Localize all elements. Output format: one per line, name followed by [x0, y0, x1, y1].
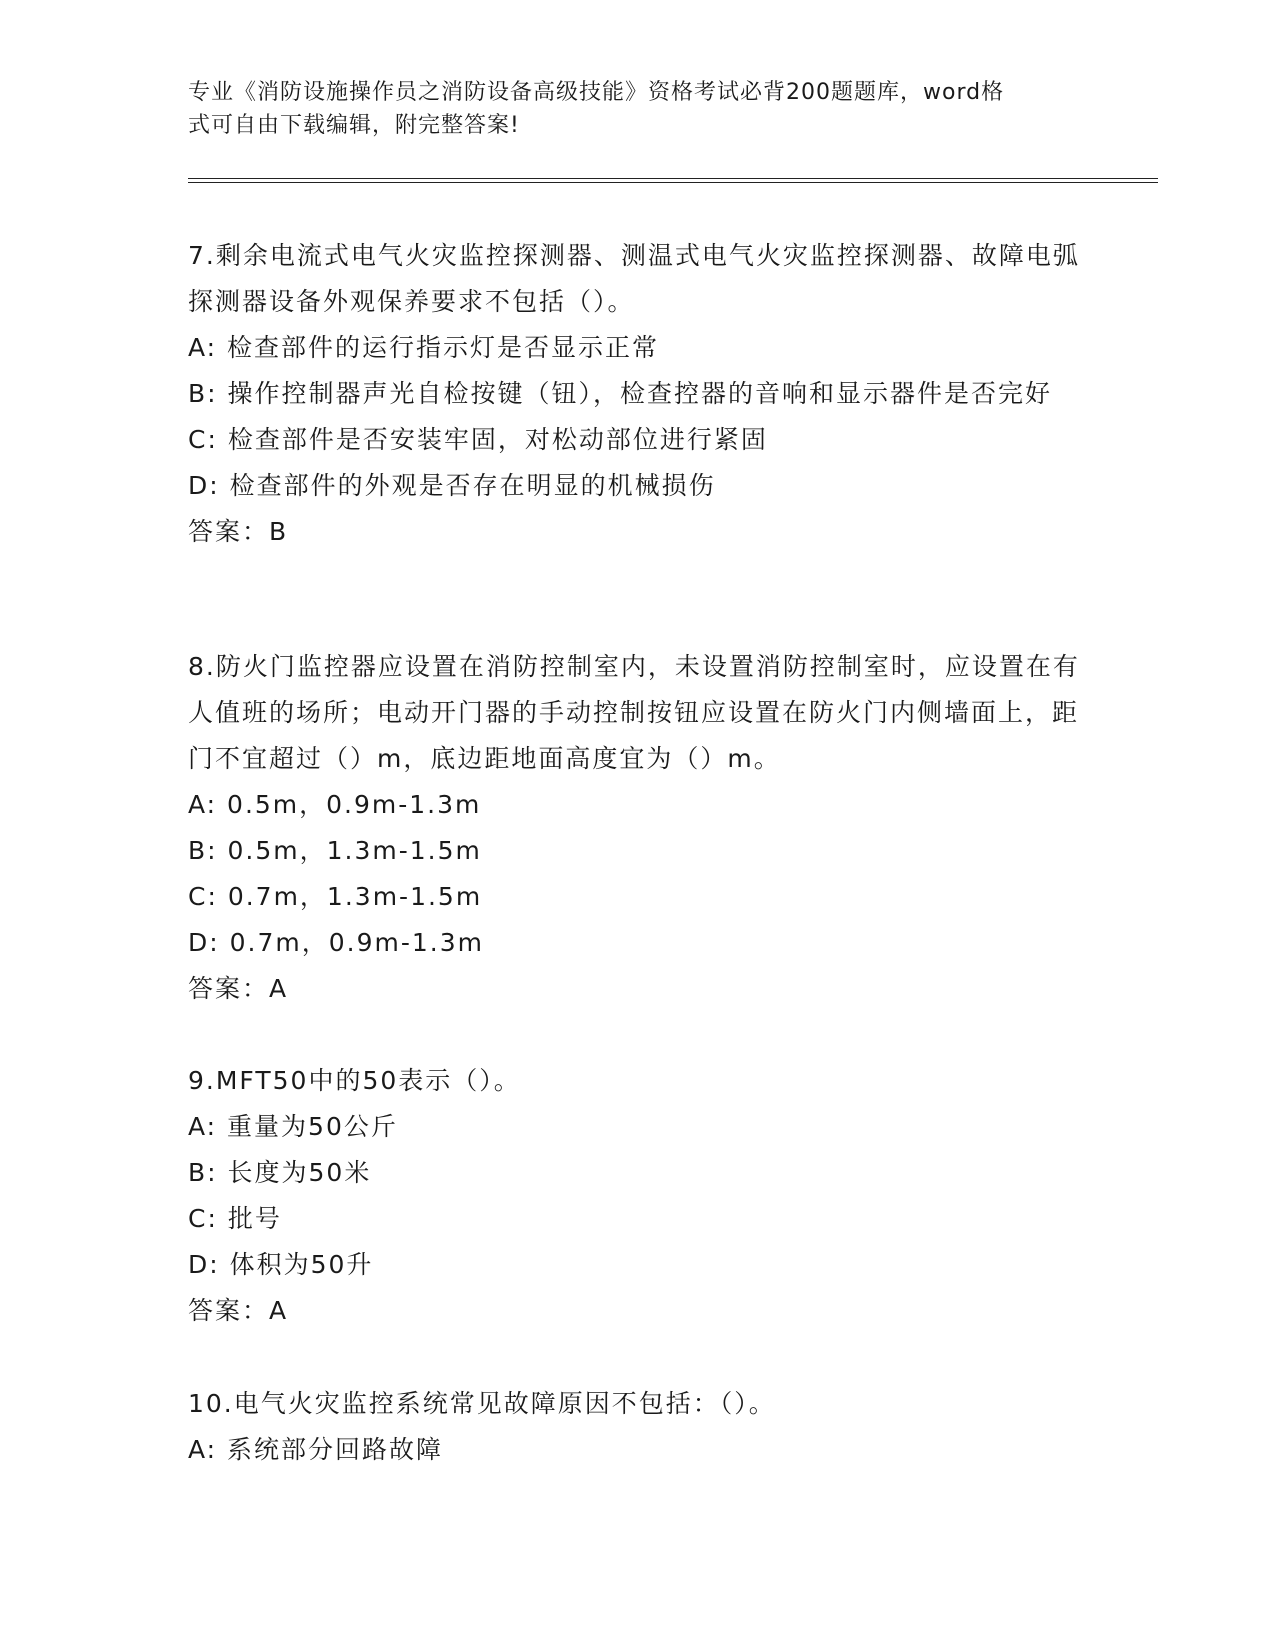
option-c: C: 检查部件是否安装牢固，对松动部位进行紧固	[188, 425, 768, 454]
document-header	[188, 76, 1068, 142]
option-a: A: 重量为50公斤	[188, 1112, 398, 1141]
question-text: 7.剩余电流式电气火灾监控探测器、测温式电气火灾监控探测器、故障电弧探测器设备外观保养要求不包括（）。	[188, 241, 1080, 316]
option-d: D: 体积为50升	[188, 1250, 374, 1279]
question-text: 8.防火门监控器应设置在消防控制室内，未设置消防控制室时，应设置在有人值班的场所；电动开门器的手动控制按钮应设置在防火门内侧墙面上，距门不宜超过（）m，底边距地面高度宜为（）m。	[188, 652, 1080, 773]
question-8	[188, 644, 1088, 1012]
header-rule-bottom	[188, 182, 1158, 183]
option-a: A: 系统部分回路故障	[188, 1435, 444, 1464]
header-rule-top	[188, 178, 1158, 179]
option-b: B: 长度为50米	[188, 1158, 372, 1187]
header-line-2: 式可自由下载编辑，附完整答案!	[188, 113, 520, 138]
answer: 答案：A	[188, 1296, 289, 1325]
answer: 答案：B	[188, 517, 289, 546]
question-10	[188, 1381, 1088, 1473]
question-9	[188, 1058, 1088, 1334]
question-7	[188, 233, 1088, 555]
option-b: B: 0.5m，1.3m-1.5m	[188, 836, 482, 865]
option-a: A: 0.5m，0.9m-1.3m	[188, 790, 482, 819]
answer: 答案：A	[188, 974, 289, 1003]
option-d: D: 检查部件的外观是否存在明显的机械损伤	[188, 471, 716, 500]
option-d: D: 0.7m，0.9m-1.3m	[188, 928, 484, 957]
option-b: B: 操作控制器声光自检按键（钮），检查控器的音响和显示器件是否完好	[188, 379, 1053, 408]
header-line-1: 专业《消防设施操作员之消防设备高级技能》资格考试必背200题题库，word格	[188, 80, 1005, 105]
question-text: 10.电气火灾监控系统常见故障原因不包括：（）。	[188, 1389, 776, 1418]
option-c: C: 0.7m，1.3m-1.5m	[188, 882, 483, 911]
option-a: A: 检查部件的运行指示灯是否显示正常	[188, 333, 660, 362]
question-text: 9.MFT50中的50表示（）。	[188, 1066, 521, 1095]
option-c: C: 批号	[188, 1204, 282, 1233]
